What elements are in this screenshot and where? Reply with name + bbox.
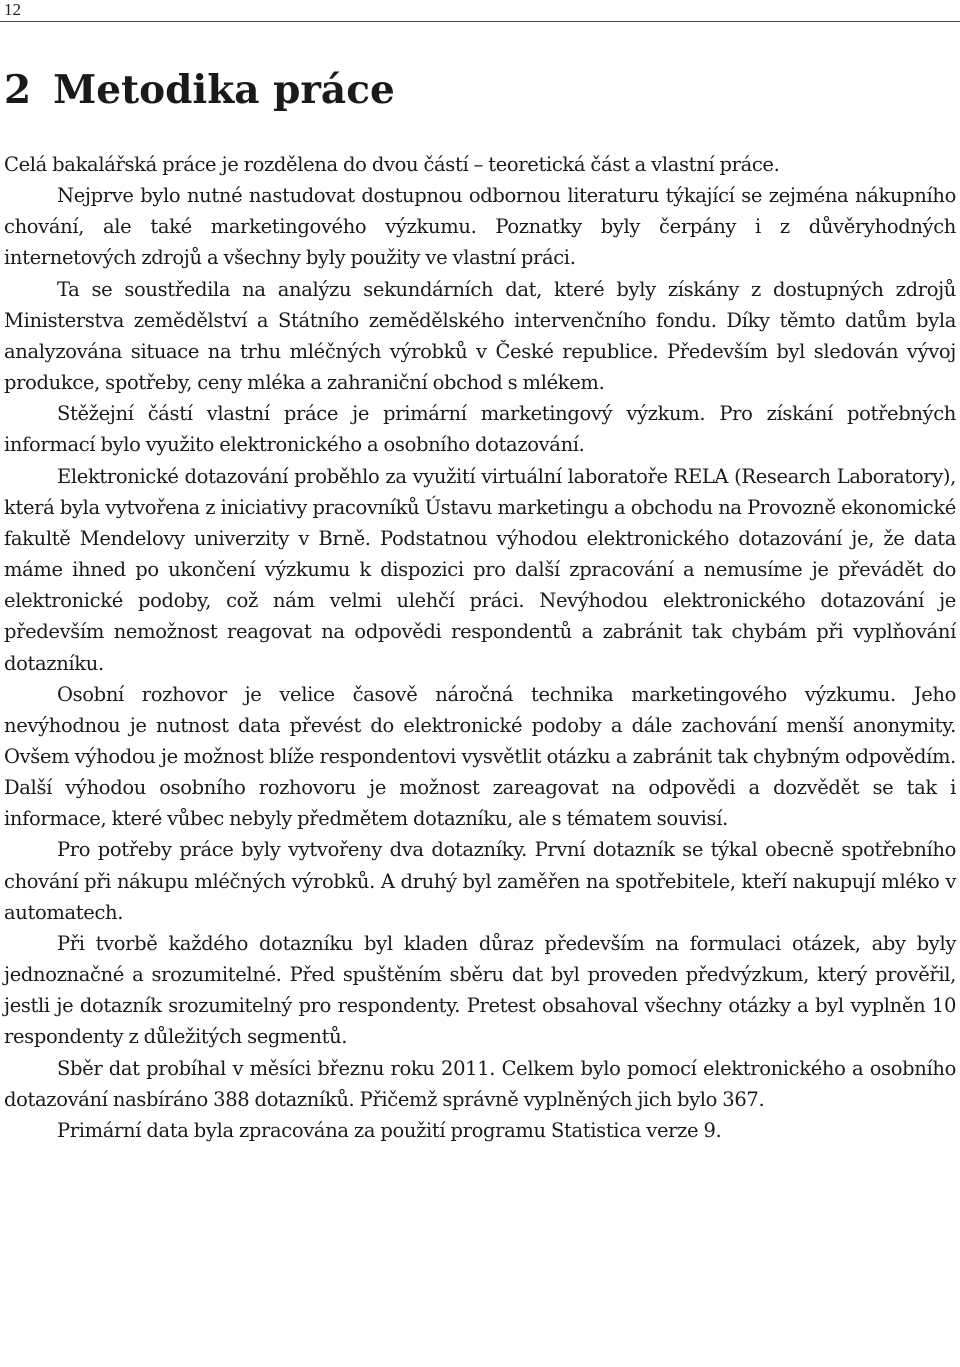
paragraph: Osobní rozhovor je velice časově náročná technika marketingového výzkumu. Jeho nevýhodnou je nutnost data převést do elektronické podoby a dále zachování menší anonymity. Ovšem výhodou je možnost blíže respondentovi vysvětlit otázku a zabránit tak chybným odpovědím. Další výhodou osobního rozhovoru je možnost zareagovat na odpovědi a dozvědět se tak i informace, které vůbec nebyly předmětem dotazníku, ale s tématem souvisí.: [4, 682, 956, 831]
header-rule: [0, 21, 960, 22]
paragraph: Celá bakalářská práce je rozdělena do dvou částí – teoretická část a vlastní práce.: [4, 153, 780, 176]
chapter-heading: [4, 62, 395, 118]
paragraph: Ta se soustředila na analýzu sekundárních dat, které byly získány z dostupných zdrojů Ministerstva zemědělství a Státního zemědělského intervenčního fondu. Díky těmto datům byla analyzována situace na trhu mléčných výrobků v České republice. Především byl sledován vývoj produkce, spotřeby, ceny mléka a zahraniční obchod s mlékem.: [4, 277, 956, 395]
paragraph: Nejprve bylo nutné nastudovat dostupnou odbornou literaturu týkající se zejména nákupního chování, ale také marketingového výzkumu. Poznatky byly čerpány i z důvěryhodných internetových zdrojů a všechny byly použity ve vlastní práci.: [4, 184, 956, 270]
chapter-number: 2: [4, 67, 32, 113]
paragraph: Pro potřeby práce byly vytvořeny dva dotazníky. První dotazník se týkal obecně spotřebního chování při nákupu mléčných výrobků. A druhý byl zaměřen na spotřebitele, kteří nakupují mléko v automatech.: [4, 838, 956, 924]
paragraph: Při tvorbě každého dotazníku byl kladen důraz především na formulaci otázek, aby byly jednoznačné a srozumitelné. Před spuštěním sběru dat byl proveden předvýzkum, který prověřil, jestli je dotazník srozumitelný pro respondenty. Pretest obsahoval všechny otázky a byl vyplněn 10 respondenty z důležitých segmentů.: [4, 931, 956, 1049]
page-number: 12: [4, 0, 21, 19]
paragraph: Sběr dat probíhal v měsíci březnu roku 2011. Celkem bylo pomocí elektronického a osobního dotazování nasbíráno 388 dotazníků. Přičemž správně vyplněných jich bylo 367.: [4, 1056, 956, 1111]
paragraph: Elektronické dotazování proběhlo za využití virtuální laboratoře RELA (Research Laboratory), která byla vytvořena z iniciativy pracovníků Ústavu marketingu a obchodu na Provozně ekonomické fakultě Mendelovy univerzity v Brně. Podstatnou výhodou elektronického dotazování je, že data máme ihned po ukončení výzkumu k dispozici pro další zpracování a nemusíme je převádět do elektronické podoby, což nám velmi ulehčí práci. Nevýhodou elektronického dotazování je především nemožnost reagovat na odpovědi respondentů a zabránit tak chybám při vyplňování dotazníku.: [4, 464, 956, 675]
body-text: [4, 149, 956, 1146]
paragraph: Primární data byla zpracována za použití programu Statistica verze 9.: [57, 1118, 722, 1142]
paragraph: Stěžejní částí vlastní práce je primární marketingový výzkum. Pro získání potřebných informací bylo využito elektronického a osobního dotazování.: [4, 402, 956, 457]
chapter-title: Metodika práce: [53, 67, 395, 113]
